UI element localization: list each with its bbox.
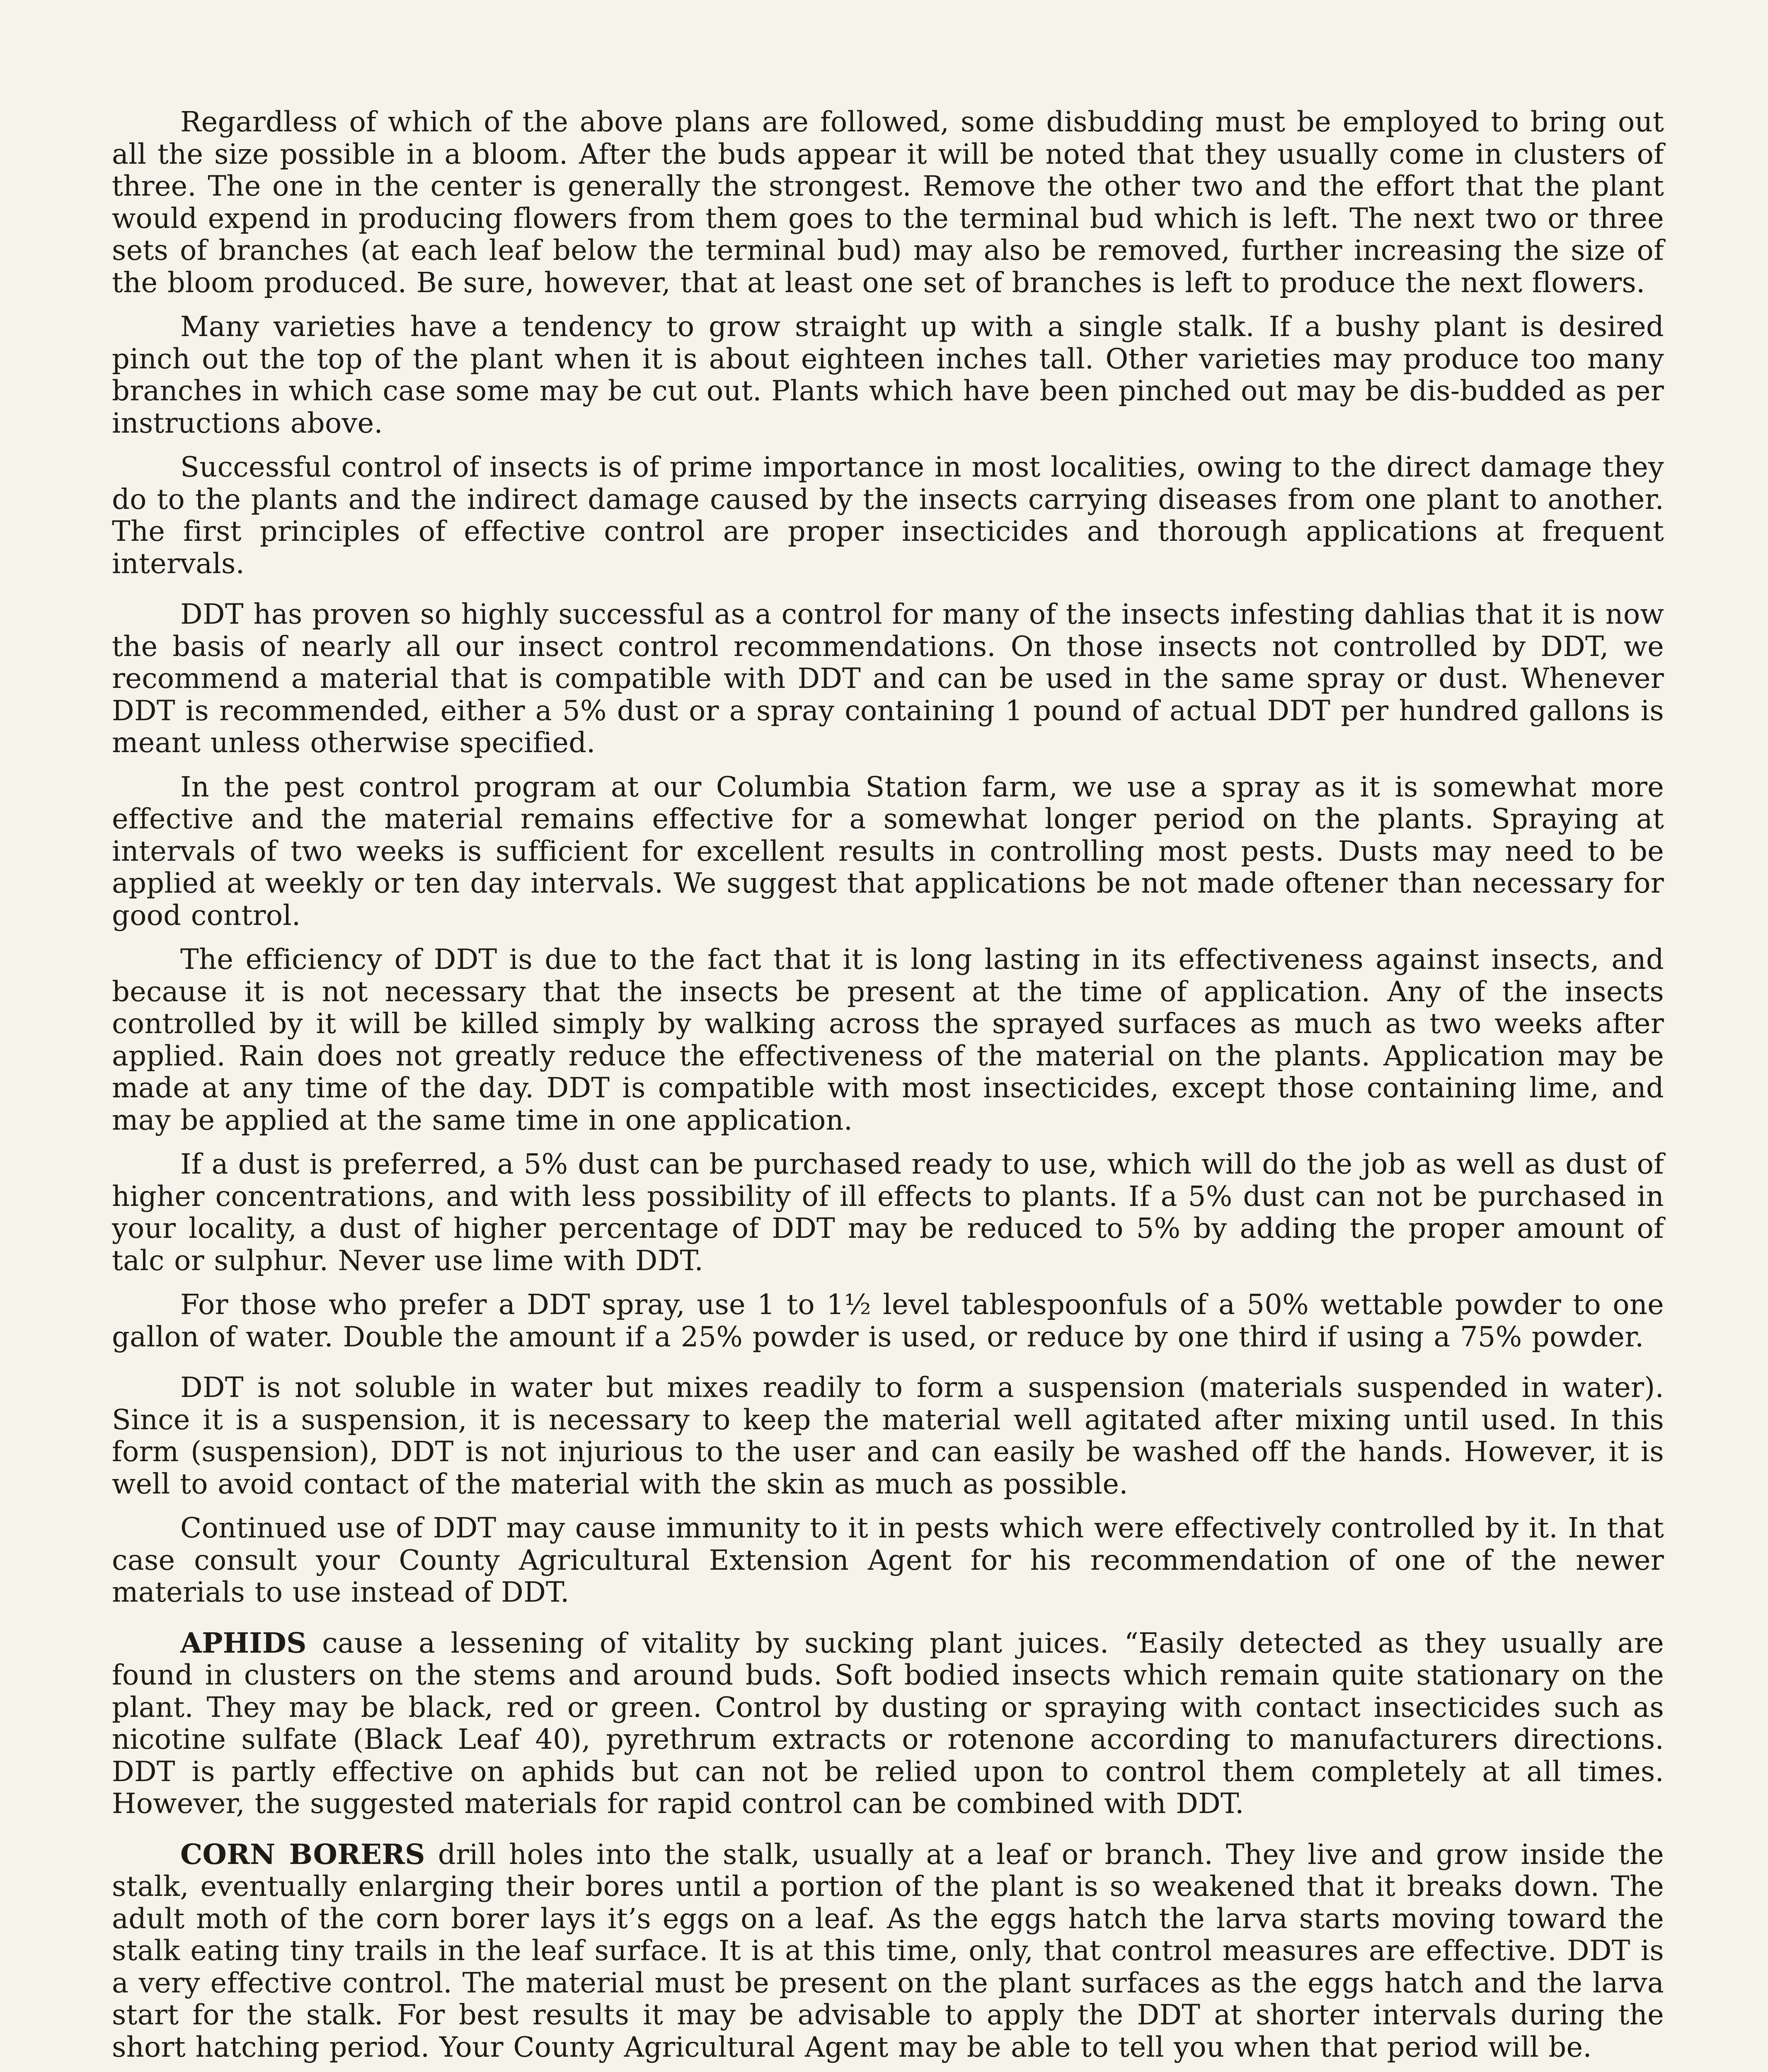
paragraph-text: Many varieties have a tendency to grow straight up with a single stalk. If a bushy plant is desired pinch out the top of the plant when it is about eighteen inches tall. Other varieties may produce too many branches in which case some may be cut out. Plants which have been pinched out may be dis-budded as per instructions above.: [112, 310, 1664, 439]
paragraph: [112, 598, 1664, 759]
paragraph-text: If a dust is preferred, a 5% dust can be purchased ready to use, which will do the job as well as dust of higher concentrations, and with less possibility of ill effects to plants. If a 5% dust can not be purchased in your locality, a dust of higher percentage of DDT may be reduced to 5% by adding the proper amount of talc or sulphur. Never use lime with DDT.: [112, 1148, 1664, 1277]
paragraph: [112, 943, 1664, 1136]
paragraph: [112, 771, 1664, 932]
paragraph: [112, 1148, 1664, 1277]
paragraph: [112, 1838, 1664, 2064]
body-text: [112, 106, 1664, 2072]
paragraph-text: drill holes into the stalk, usually at a leaf or branch. They live and grow inside the stalk, eventually enlarging their bores until a portion of the plant is so weakened that it breaks down. The adult moth of the corn borer lays it’s eggs on a leaf. As the eggs hatch the larva starts moving toward the stalk eating tiny trails in the leaf surface. It is at this time, only, that control measures are effective. DDT is a very effective control. The material must be present on the plant surfaces as the eggs hatch and the larva start for the stalk. For best results it may be advisable to apply the DDT at shorter intervals during the short hatching period. Your County Agricultural Agent may be able to tell you when that period will be.: [112, 1838, 1664, 2063]
paragraph: [112, 451, 1664, 580]
paragraph-text: cause a lessening of vitality by sucking plant juices. “Easily detected as they usually are found in clusters on the stems and around buds. Soft bodied insects which remain quite stationary on the plant. They may be black, red or green. Control by dusting or spraying with contact insecticides such as nicotine sulfate (Black Leaf 40), pyrethrum extracts or rotenone according to manufacturers directions. DDT is partly effective on aphids but can not be relied upon to control them completely at all times. However, the suggested materials for rapid control can be combined with DDT.: [112, 1627, 1664, 1820]
paragraph: [112, 106, 1664, 299]
paragraph: [112, 1627, 1664, 1820]
paragraph-text: In the pest control program at our Columbia Station farm, we use a spray as it is somewhat more effective and the material remains effective for a somewhat longer period on the plants. Spraying at intervals of two weeks is sufficient for excellent results in controlling most pests. Dusts may need to be applied at weekly or ten day intervals. We suggest that applications be not made oftener than necessary for good control.: [112, 770, 1664, 932]
paragraph: [112, 310, 1664, 439]
paragraph-text: Successful control of insects is of prime importance in most localities, owing to the direct damage they do to the plants and the indirect damage caused by the insects carrying diseases from one plant to another. The first principles of effective control are proper insecticides and thorough applications at frequent intervals.: [112, 451, 1664, 580]
paragraph-text: Continued use of DDT may cause immunity to it in pests which were effectively controlled by it. In that case consult your County Agricultural Extension Agent for his recommendation of one of the newer materials to use instead of DDT.: [112, 1512, 1664, 1608]
paragraph-text: The efficiency of DDT is due to the fact that it is long lasting in its effectiveness against insects, and because it is not necessary that the insects be present at the time of application. Any of the insects controlled by it will be killed simply by walking across the sprayed surfaces as much as two weeks after applied. Rain does not greatly reduce the effectiveness of the material on the plants. Application may be made at any time of the day. DDT is compatible with most insecticides, except those containing lime, and may be applied at the same time in one application.: [112, 943, 1664, 1136]
paragraph-text: DDT is not soluble in water but mixes readily to form a suspension (materials suspended in water). Since it is a suspension, it is necessary to keep the material well agitated after mixing until used. In this form (suspension), DDT is not injurious to the user and can easily be washed off the hands. However, it is well to avoid contact of the material with the skin as much as possible.: [112, 1371, 1664, 1500]
paragraph-text: For those who prefer a DDT spray, use 1 to 1½ level tablespoonfuls of a 50% wettable powder to one gallon of water. Double the amount if a 25% powder is used, or reduce by one third if using a 75% powder.: [112, 1288, 1664, 1353]
paragraph: [112, 1371, 1664, 1500]
paragraph: [112, 1512, 1664, 1609]
document-page: [112, 106, 1664, 2072]
paragraph-text: DDT has proven so highly successful as a control for many of the insects infesting dahlias that it is now the basis of nearly all our insect control recommendations. On those insects not controlled by DDT, we recommend a material that is compatible with DDT and can be used in the same spray or dust. Whenever DDT is recommended, either a 5% dust or a spray containing 1 pound of actual DDT per hundred gallons is meant unless otherwise specified.: [112, 598, 1664, 759]
paragraph-lead: CORN BORERS: [180, 1837, 425, 1871]
paragraph-text: Regardless of which of the above plans are followed, some disbudding must be employed to bring out all the size possible in a bloom. After the buds appear it will be noted that they usually come in clusters of three. The one in the center is generally the strongest. Remove the other two and the effort that the plant would expend in producing flowers from them goes to the terminal bud which is left. The next two or three sets of branches (at each leaf below the terminal bud) may also be removed, further increasing the size of the bloom produced. Be sure, however, that at least one set of branches is left to produce the next flowers.: [112, 106, 1664, 299]
paragraph-lead: APHIDS: [180, 1626, 307, 1659]
paragraph: [112, 1288, 1664, 1353]
